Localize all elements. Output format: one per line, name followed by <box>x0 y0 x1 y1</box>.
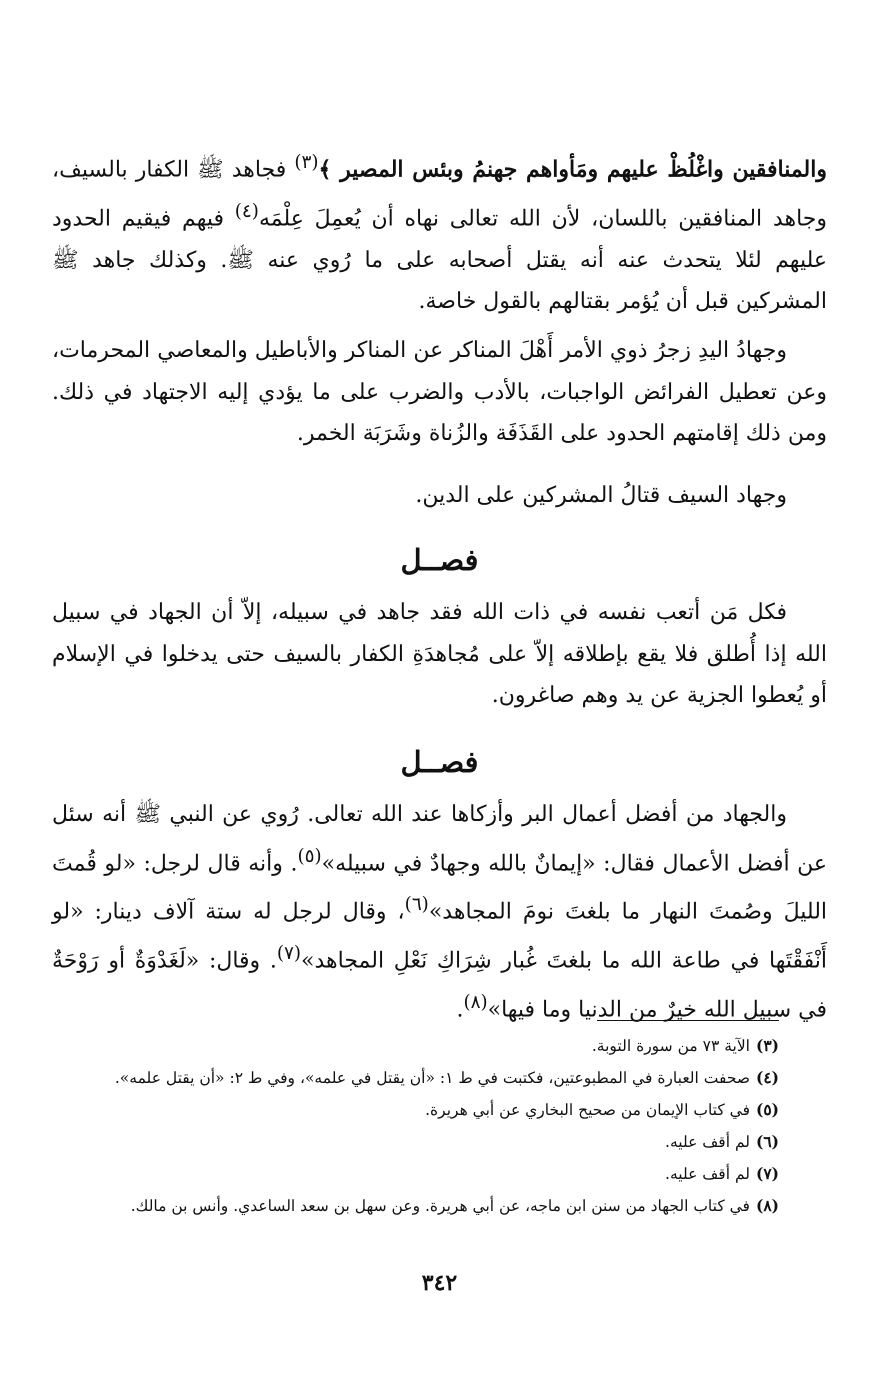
footnote-text: في كتاب الإيمان من صحيح البخاري عن أبي هريرة. <box>425 1101 750 1119</box>
footnote-number: (٦) <box>755 1132 779 1151</box>
paragraph-4 <box>52 592 827 717</box>
footnote-7 <box>80 1158 779 1190</box>
footnote-number: (٤) <box>755 1068 779 1087</box>
paragraph-3 <box>52 475 827 517</box>
footnote-number: (٣) <box>755 1036 779 1055</box>
paragraph-5-text-d: . وقال: «لَغَدْوَةٌ أو رَوْحَةٌ في سبيل الله خيرٌ من الدنيا وما فيها» <box>52 948 827 1023</box>
footnote-ref-6[interactable]: (٦) <box>404 894 429 916</box>
footnote-text: في كتاب الجهاد من سنن ابن ماجه، عن أبي هريرة. وعن سهل بن سعد الساعدي. وأنس بن مالك. <box>130 1197 750 1215</box>
footnote-ref-7[interactable]: (٧) <box>276 943 302 965</box>
section-heading-1-text: فصــل <box>400 543 479 577</box>
footnote-number: (٧) <box>755 1164 779 1183</box>
section-heading-2 <box>52 742 827 782</box>
footnote-text: لم أقف عليه. <box>665 1133 750 1151</box>
paragraph-5-text-c: ، وقال لرجل له ستة آلاف دينار: «لو أَنْفَقْتَها في طاعة الله ما بلغتَ غُبار شِرَاكِ نَعْلِ المجاهد» <box>52 899 828 974</box>
footnote-6 <box>80 1126 779 1158</box>
paragraph-5-text-b: . وأنه قال لرجل: «لو قُمتَ الليلَ وصُمتَ النهار ما بلغتَ نومَ المجاهد» <box>52 850 828 925</box>
footnote-text: الآية ٧٣ من سورة التوبة. <box>591 1037 750 1055</box>
footnote-text: لم أقف عليه. <box>665 1165 750 1183</box>
paragraph-5 <box>52 794 827 1031</box>
footnote-number: (٥) <box>755 1100 779 1119</box>
footnote-4 <box>80 1062 779 1094</box>
footnote-ref-3[interactable]: (٣) <box>294 152 319 173</box>
section-heading-2-text: فصــل <box>400 745 479 779</box>
paragraph-4-text: فكل مَن أتعب نفسه في ذات الله فقد جاهد في سبيله، إلاّ أن الجهاد في سبيل الله إذا أُطلق فلا يقع بإطلاقه إلاّ على مُجاهدَةِ الكفار بالسيف حتى يدخلوا في الإسلام أو يُعطوا الجزية عن يد وهم صاغرون. <box>52 600 827 708</box>
paragraph-5-text-e: . <box>456 997 464 1023</box>
footnote-ref-5[interactable]: (٥) <box>297 845 322 867</box>
paragraph-2 <box>52 330 827 455</box>
page-number: ٣٤٢ <box>421 1270 458 1296</box>
paragraph-2-text: وجهادُ اليدِ زجرُ ذوي الأمر أَهْلَ المناكر عن المناكر والأباطيل والمعاصي المحرمات، وعن تعطيل الفرائض الواجبات، بالأدب والضرب على ما يؤدي إليه الاجتهاد في ذلك. ومن ذلك إقامتهم الحدود على القَذَفَة والزُناة وشَرَبَة الخمر. <box>52 338 827 446</box>
paragraph-3-text: وجهاد السيف قتالُ المشركين على الدين. <box>415 483 787 508</box>
paragraph-1-text-b: فيهم فيقيم الحدود عليهم لئلا يتحدث عنه أنه يقتل أصحابه على ما رُوي عنه ﷺ. وكذلك جاهد ﷺ المشركين قبل أن يُؤمر بقتالهم بالقول خاصة. <box>52 206 827 315</box>
footnote-3 <box>80 1030 779 1062</box>
footnote-text: صحفت العبارة في المطبوعتين، فكتبت في ط ١: «أن يقتل في علمه»، وفي ط ٢: «أن يقتل علمه». <box>114 1069 750 1087</box>
footnote-5 <box>80 1094 779 1126</box>
section-heading-1 <box>52 540 827 580</box>
footnote-ref-4[interactable]: (٤) <box>234 200 259 222</box>
paragraph-1 <box>52 142 827 323</box>
paragraph-1-text-a: فجاهد ﷺ الكفار بالسيف، وجاهد المنافقين باللسان، لأن الله تعالى نهاه أن يُعمِلَ عِلْمَه <box>52 157 828 232</box>
footnote-separator <box>597 1020 779 1021</box>
footnote-ref-8[interactable]: (٨) <box>463 991 488 1013</box>
footnotes <box>80 1030 779 1222</box>
footnote-number: (٨) <box>755 1196 779 1215</box>
quran-verse: والمنافقين واغْلُظْ عليهم ومَأواهم جهنمُ وبئس المصير ﴾ <box>318 156 827 183</box>
footnote-8 <box>80 1190 779 1222</box>
paragraph-5-text-a: والجهاد من أفضل أعمال البر وأزكاها عند الله تعالى. رُوي عن النبي ﷺ أنه سئل عن أفضل الأعمال فقال: «إيمانٌ بالله وجهادٌ في سبيله» <box>52 802 827 876</box>
